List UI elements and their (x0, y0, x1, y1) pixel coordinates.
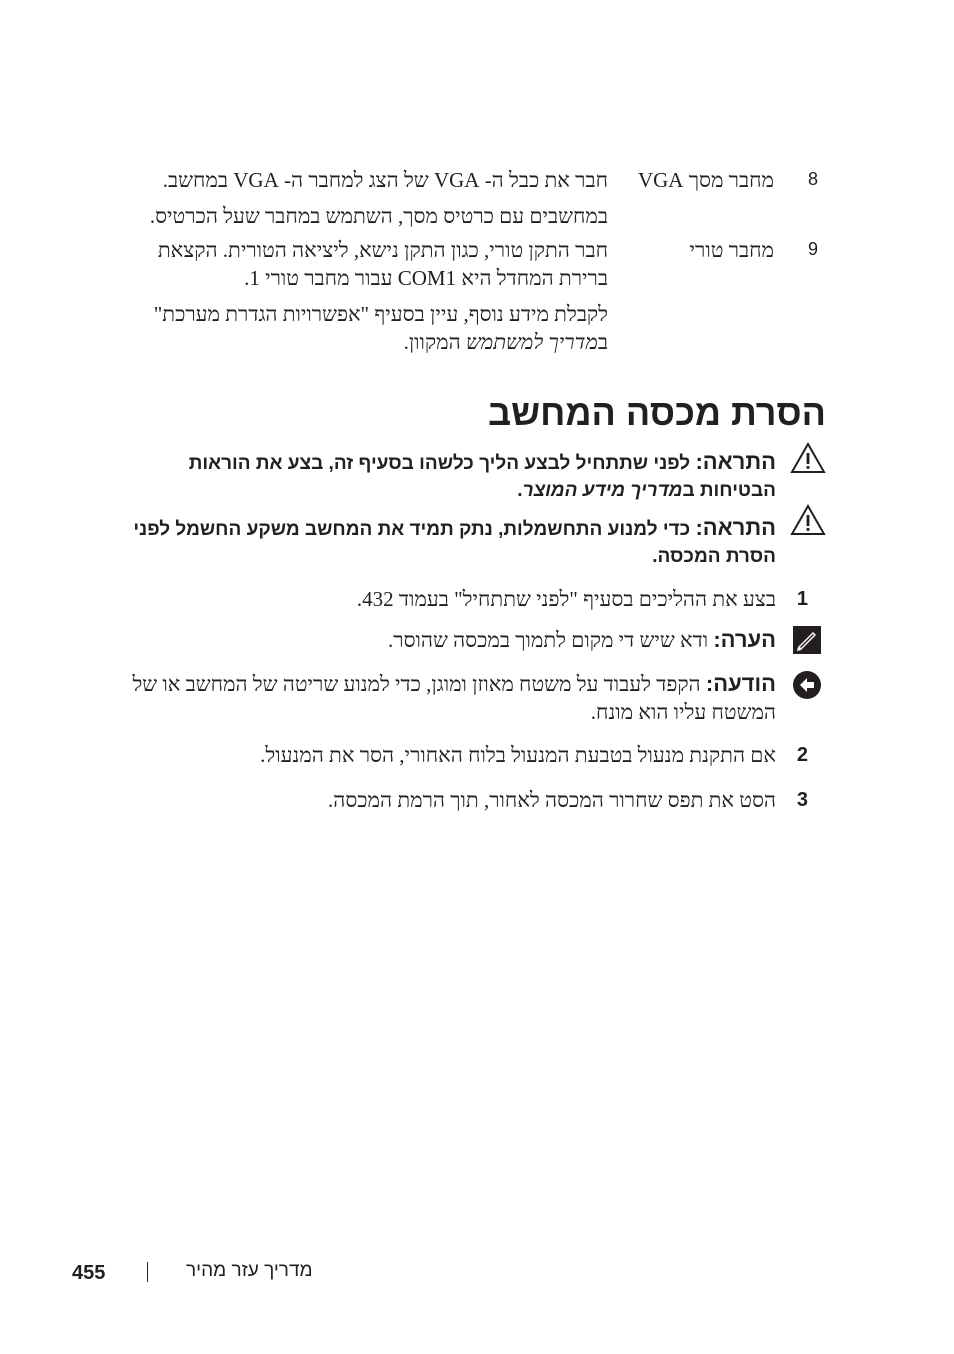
notice-message (116, 670, 776, 726)
caution-notice (116, 514, 776, 570)
note-notice (116, 626, 776, 654)
step-text: הסט את תפס שחרור המכסה לאחור, תוך הרמת המכסה. (328, 788, 776, 812)
step-number: 1 (796, 588, 808, 610)
caution-end: . (517, 480, 523, 501)
caution-notice (116, 448, 776, 504)
notice-text: הקפד לעבוד על משטח מאוזן ומוגן, כדי למנוע שריטה של המחשב או של המשטח עליו הוא מונח. (132, 672, 776, 724)
notice-label: הודעה: (705, 671, 776, 696)
step-number: 3 (796, 789, 808, 811)
description-text: לקבלת מידע נוסף, עיין בסעיף "אפשרויות הגדרת מערכת" במדריך למשתמש המקוון. (153, 302, 608, 354)
connector-description (108, 236, 608, 356)
notice-circle-icon (792, 670, 822, 700)
description-paragraph: חבר התקן טורי, כגון התקן נישא, ליציאה הטורית. הקצאת ברירת המחדל היא COM1 עבור מחבר טורי 1. (157, 238, 608, 290)
caution-text: לפני שתתחיל לבצע הליך כלשהו בסעיף זה, בצע את הוראות הבטיחות ב (188, 453, 776, 501)
step-text: אם התקנת מנעול בטבעת המנעול בלוח האחורי, הסר את המנעול. (260, 743, 776, 767)
description-paragraph: במחשבים עם כרטיס מסך, השתמש במחבר שעל הכרטיס. (149, 204, 608, 228)
caution-document-reference: מדריך מידע המוצר (522, 480, 683, 501)
note-text: ודא שיש די מקום לתמוך במכסה שהוסר. (388, 628, 709, 652)
pencil-note-icon (792, 625, 822, 655)
footer-title: מדריך עזר מהיר (186, 1260, 313, 1281)
caution-label: התראה: (695, 449, 776, 474)
connector-description (108, 166, 608, 230)
connector-name: מחבר מסך VGA (637, 168, 774, 192)
description-paragraph: חבר את כבל ה- VGA של הצג למחבר ה- VGA במחשב. (162, 168, 608, 192)
warning-triangle-icon (790, 504, 826, 538)
caution-label: התראה: (695, 515, 776, 540)
row-number: 8 (807, 169, 818, 189)
footer-divider (147, 1262, 148, 1282)
row-number: 9 (807, 239, 818, 259)
step-number: 2 (796, 744, 808, 766)
description-paragraph (108, 300, 608, 356)
step-text: בצע את ההליכים בסעיף "לפני שתתחיל" בעמוד 432. (356, 587, 776, 611)
note-label: הערה: (713, 627, 776, 652)
warning-triangle-icon (790, 442, 826, 476)
connector-name: מחבר טורי (689, 238, 774, 262)
page-number: 455 (72, 1262, 106, 1284)
caution-text: כדי למנוע התחשמלות, נתק תמיד את המחשב משקע החשמל לפני הסרת המכסה. (133, 519, 776, 567)
page-title: הסרת מכסה המחשב (488, 392, 826, 433)
